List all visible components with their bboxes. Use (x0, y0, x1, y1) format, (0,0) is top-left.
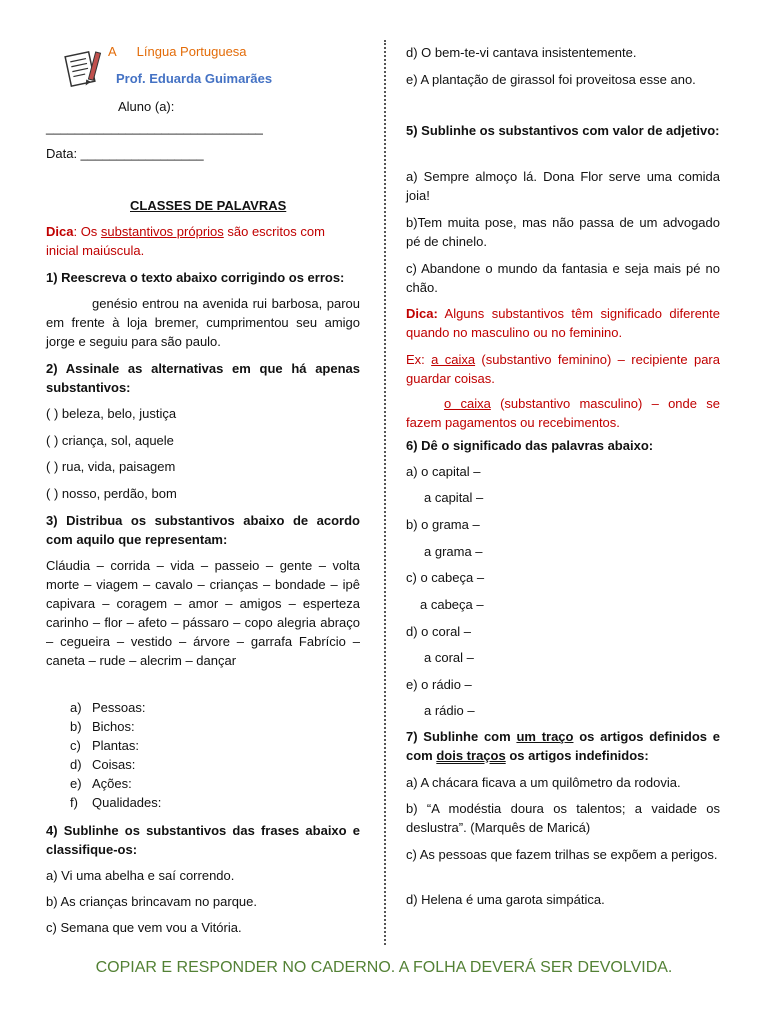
header-subject (108, 42, 247, 61)
question-6-item: a) o capital – (406, 464, 481, 479)
tip2-text: Alguns substantivos têm significado diferente quando no masculino ou no feminino. (406, 306, 720, 340)
date-field: Data: _________________ (46, 146, 204, 161)
category-item: d) Coisas: (70, 757, 136, 772)
category-item: f) Qualidades: (70, 795, 162, 810)
footer-instructions: COPIAR E RESPONDER NO CADERNO. A FOLHA DEVERÁ SER DEVOLVIDA. (95, 959, 673, 976)
question-4-item-c: c) Semana que vem vou a Vitória. (46, 920, 242, 935)
question-7-item-d: d) Helena é uma garota simpática. (406, 892, 605, 907)
student-fields (46, 118, 263, 163)
category-item: e) Ações: (70, 776, 132, 791)
question-6-item: d) o coral – (406, 624, 472, 639)
tip2-example-term: o caixa (444, 396, 491, 411)
column-divider (384, 40, 386, 945)
header-letter: A (108, 44, 117, 59)
student-name-line: ______________________________ (46, 120, 263, 135)
question-6: 6) Dê o significado das palavras abaixo: (406, 438, 654, 453)
tip-gender-nouns (406, 304, 720, 342)
category-item: a) Pessoas: (70, 700, 146, 715)
question-7-item-b: b) “A modéstia doura os talentos; a vaidade os deslustra”. (Marquês de Maricá) (406, 801, 720, 835)
question-7-item-c: c) As pessoas que fazem trilhas se expõem a perigos. (406, 847, 718, 862)
category-item: c) Plantas: (70, 738, 139, 753)
single-underline-term: um traço (516, 729, 574, 744)
question-5-item-a: a) Sempre almoço lá. Dona Flor serve uma comida joia! (406, 169, 720, 203)
tip-proper-nouns (46, 222, 360, 260)
question-7-item-a: a) A chácara ficava a um quilômetro da rodovia. (406, 775, 681, 790)
question-4-item-a: a) Vi uma abelha e saí correndo. (46, 868, 235, 883)
worksheet-icon (62, 48, 104, 90)
question-6-item: a capital – (424, 490, 484, 505)
question-4: 4) Sublinhe os substantivos das frases abaixo e classifique-os: (46, 823, 360, 857)
teacher-name: Prof. Eduarda Guimarães (116, 71, 273, 86)
subject-name: Língua Portuguesa (136, 44, 247, 59)
question-4-item-d: d) O bem-te-vi cantava insistentemente. (406, 45, 637, 60)
tip2-example-1: Ex: a caixa (substantivo feminino) – recipiente para guardar coisas. (406, 352, 720, 386)
option-item[interactable]: ( ) beleza, belo, justiça (46, 406, 177, 421)
question-5-item-c: c) Abandone o mundo da fantasia e seja mais pé no chão. (406, 261, 720, 295)
tip-text-pre: : Os (73, 224, 101, 239)
question-5: 5) Sublinhe os substantivos com valor de adjetivo: (406, 123, 720, 138)
question-4-item-e: e) A plantação de girassol foi proveitosa esse ano. (406, 72, 696, 87)
tip-term: substantivos próprios (100, 224, 224, 239)
tip-label: Dica (46, 224, 74, 239)
double-underline-term: dois traços (436, 748, 506, 763)
question-6-item: a coral – (424, 650, 474, 665)
question-6-item: a grama – (424, 544, 483, 559)
question-6-item: e) o rádio – (406, 677, 472, 692)
question-1: 1) Reescreva o texto abaixo corrigindo os erros: (46, 270, 345, 285)
option-item[interactable]: ( ) rua, vida, paisagem (46, 459, 176, 474)
question-5-item-b: b)Tem muita pose, mas não passa de um advogado pé de chinelo. (406, 215, 720, 249)
question-6-item: c) o cabeça – (406, 570, 485, 585)
question-6-item: b) o grama – (406, 517, 480, 532)
question-3-categories (70, 698, 161, 812)
tip2-example-term: a caixa (431, 352, 476, 367)
option-item[interactable]: ( ) nosso, perdão, bom (46, 485, 177, 501)
tip-text-post: são escritos com inicial maiúscula. (46, 224, 325, 258)
student-label: Aluno (a): (118, 99, 175, 114)
category-item: b) Bichos: (70, 719, 135, 734)
question-2-options (46, 404, 360, 510)
option-item[interactable]: ( ) criança, sol, aquele (46, 432, 174, 448)
page-title: CLASSES DE PALAVRAS (130, 198, 287, 213)
question-6-item: a rádio – (424, 703, 475, 718)
tip2-label: Dica: (406, 306, 438, 321)
question-3-words: Cláudia – corrida – vida – passeio – gente – volta morte – viagem – cavalo – crianças – bondade – ipê capivara – coragem – amor – amigos – esperteza carinho – flor – afeto – pássaro – copo alegria abraço – cegueira – vestido – árvore – garrafa Fabrício – caneta – rude – alecrim – dançar (46, 558, 360, 668)
question-1-text: genésio entrou na avenida rui barbosa, parou em frente à loja bremer, cumprimentou seu amigo jorge e seguiu para são paulo. (46, 296, 360, 349)
question-2: 2) Assinale as alternativas em que há apenas substantivos: (46, 361, 360, 395)
question-6-item: a cabeça – (420, 597, 484, 612)
question-7: 7) Sublinhe com um traço os artigos definidos e com dois traços os artigos indefinidos: (406, 729, 721, 763)
question-3: 3) Distribua os substantivos abaixo de acordo com aquilo que representam: (46, 513, 360, 547)
question-4-item-b: b) As crianças brincavam no parque. (46, 894, 257, 909)
tip2-example-2: o caixa (substantivo masculino) – onde se fazem pagamentos ou recebimentos. (406, 396, 720, 430)
